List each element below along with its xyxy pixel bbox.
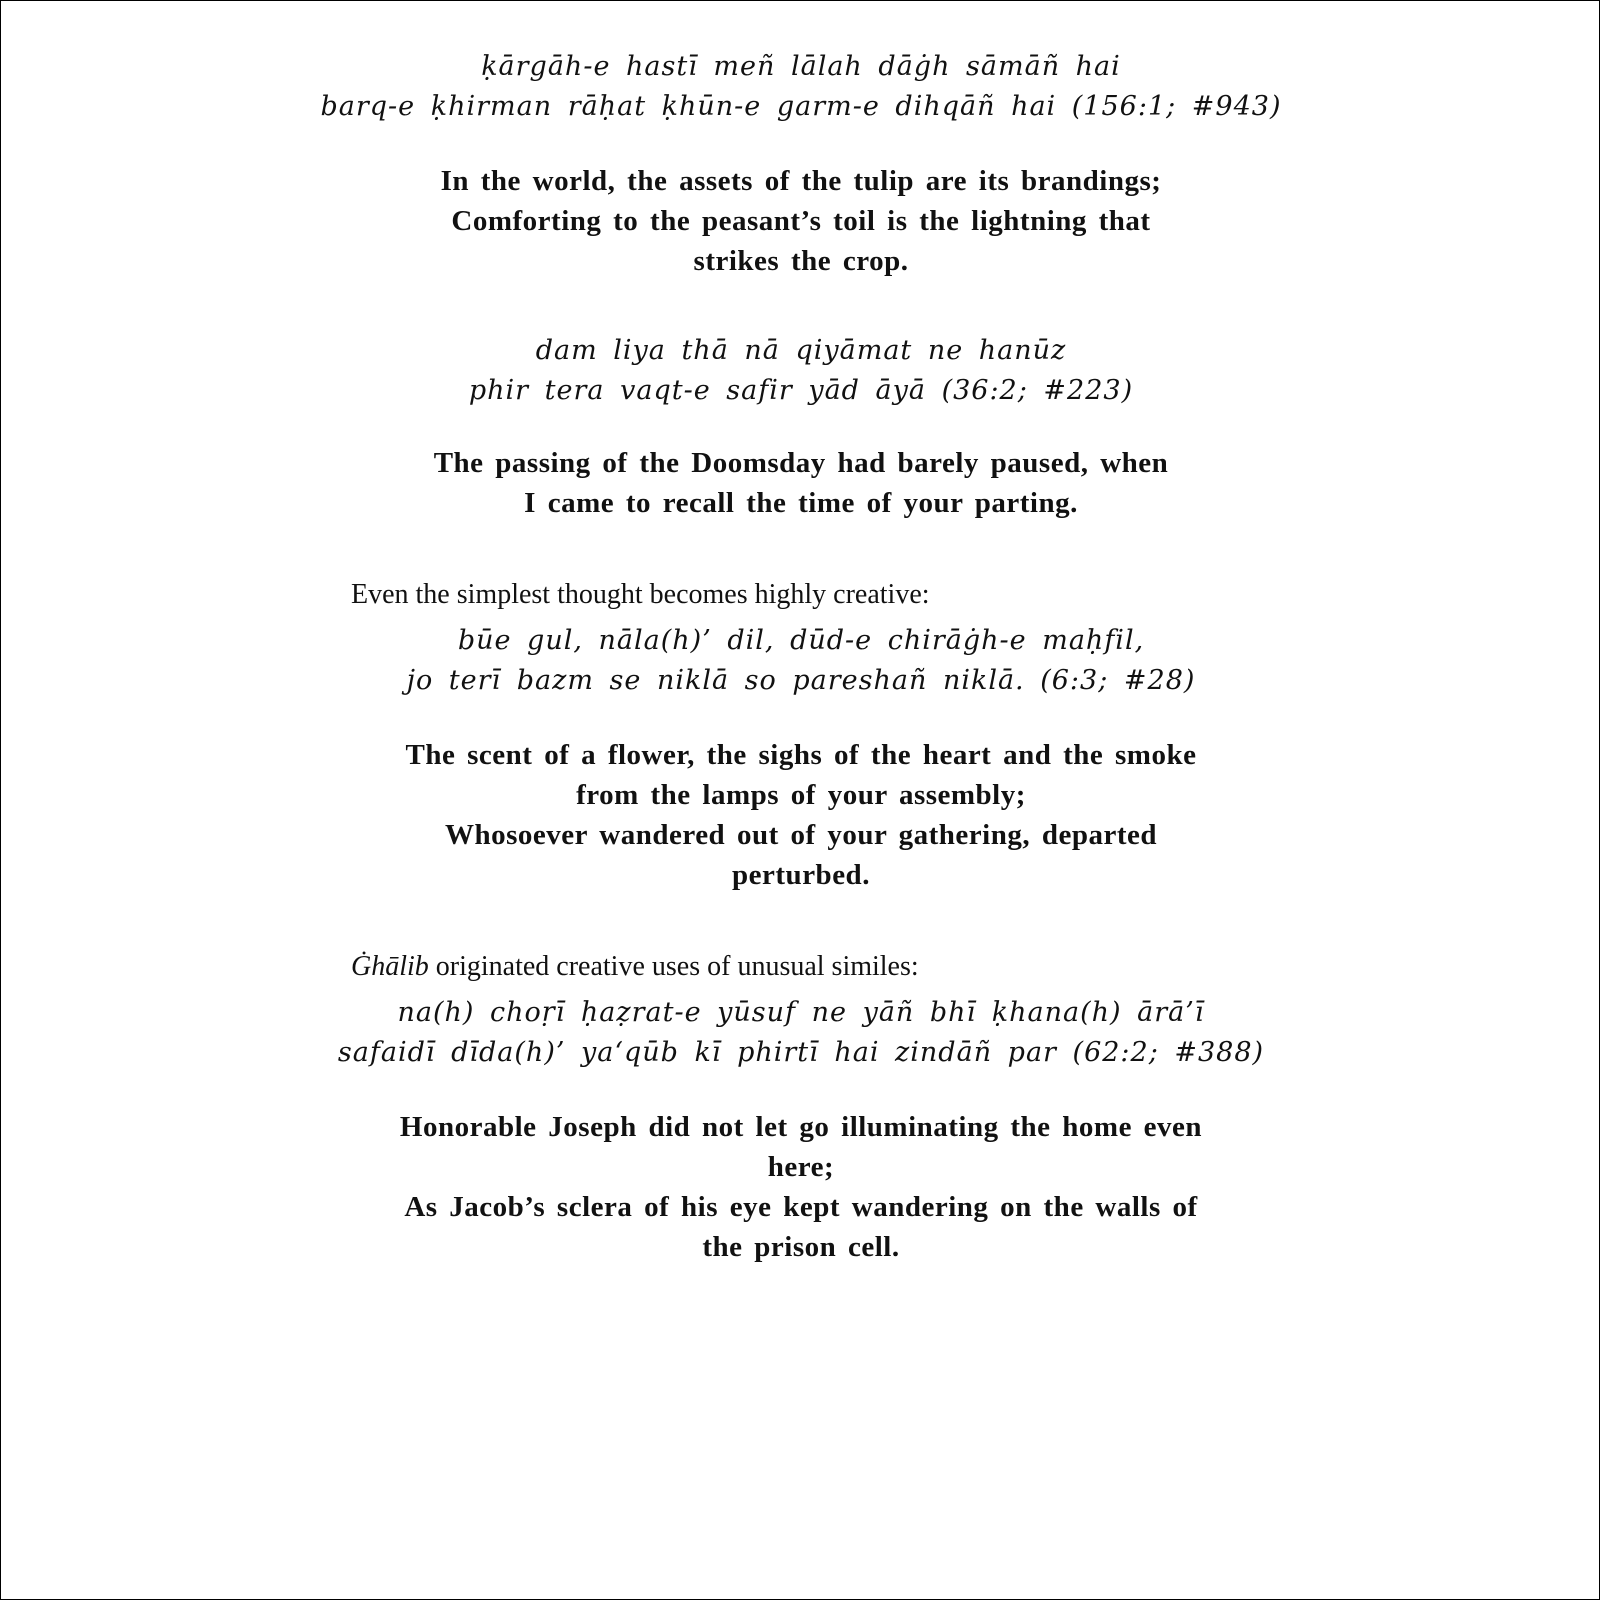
verse-4-translation xyxy=(1,1107,1600,1267)
verse-2-translation xyxy=(1,443,1600,523)
verse-line: phir tera vaqt-e safir yād āyā (36:2; #223) xyxy=(468,375,1134,406)
verse-line: jo terī bazm se niklā so pareshañ niklā. (6:3; #28) xyxy=(406,665,1196,696)
verse-3-translation xyxy=(1,735,1600,895)
verse-line: na(h) choṛī ḥaẓrat-e yūsuf ne yāñ bhī ḳhana(h) ārā’ī xyxy=(397,997,1205,1028)
commentary-paragraph: Even the simplest thought becomes highly creative: xyxy=(351,579,930,610)
translation-line: from the lamps of your assembly; xyxy=(576,779,1026,811)
verse-line: barq-e ḳhirman rāḥat ḳhūn-e garm-e dihqāñ hai (156:1; #943) xyxy=(320,91,1282,122)
translation-line: Honorable Joseph did not let go illuminating the home even xyxy=(399,1111,1203,1143)
translation-line: Whosoever wandered out of your gathering, departed xyxy=(445,819,1157,851)
verse-line: ḳārgāh-e hastī meñ lālah dāġh sāmāñ hai xyxy=(481,51,1121,82)
translation-line: Comforting to the peasant’s toil is the lightning that xyxy=(451,205,1151,237)
poet-name: Ġhālib xyxy=(351,951,429,982)
commentary-text: originated creative uses of unusual similes: xyxy=(428,951,919,982)
translation-line: I came to recall the time of your parting. xyxy=(524,487,1078,519)
verse-3-transliteration xyxy=(1,621,1600,701)
verse-line: safaidī dīda(h)’ ya‘qūb kī phirtī hai zindāñ par (62:2; #388) xyxy=(337,1037,1265,1068)
translation-line: strikes the crop. xyxy=(693,245,909,277)
translation-line: The scent of a flower, the sighs of the heart and the smoke xyxy=(405,739,1197,771)
verse-line: dam liya thā nā qiyāmat ne hanūz xyxy=(535,335,1067,366)
verse-2-transliteration xyxy=(1,331,1600,411)
commentary-paragraph xyxy=(351,947,1551,987)
verse-1-translation xyxy=(1,161,1600,281)
translation-line: the prison cell. xyxy=(702,1231,900,1263)
verse-line: būe gul, nāla(h)’ dil, dūd-e chirāġh-e maḥfil, xyxy=(457,625,1145,656)
verse-1-transliteration xyxy=(1,47,1600,127)
verse-4-transliteration xyxy=(1,993,1600,1073)
translation-line: here; xyxy=(767,1151,835,1183)
translation-line: As Jacob’s sclera of his eye kept wandering on the walls of xyxy=(404,1191,1198,1223)
translation-line: The passing of the Doomsday had barely paused, when xyxy=(433,447,1169,479)
translation-line: In the world, the assets of the tulip are its brandings; xyxy=(440,165,1162,197)
translation-line: perturbed. xyxy=(732,859,870,891)
